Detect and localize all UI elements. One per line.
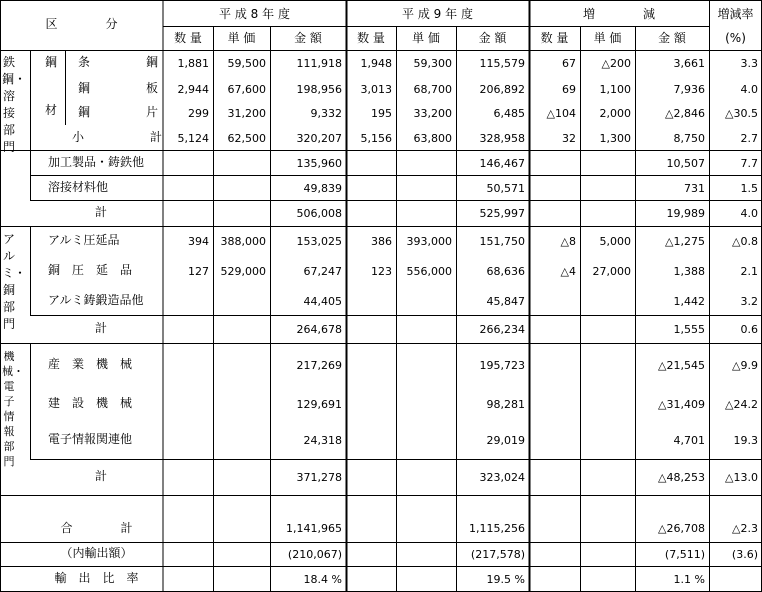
- table-cell: (217,578): [470, 548, 525, 561]
- table-cell: △26,708: [658, 522, 705, 535]
- row-label: 鋼: [146, 55, 159, 69]
- table-cell: 2.7: [740, 131, 758, 145]
- section-steel: 鉄鋼・溶接部門: [2, 55, 27, 154]
- table-cell: △21,545: [658, 358, 705, 372]
- table-cell: 1,442: [673, 294, 705, 308]
- table-cell: △31,409: [658, 397, 705, 411]
- table-cell: △8: [560, 235, 576, 248]
- table-cell: 10,507: [666, 156, 705, 170]
- table-cell: 127: [188, 265, 209, 278]
- table-cell: 153,025: [296, 235, 342, 248]
- table-cell: △104: [546, 107, 576, 120]
- table-cell: 0.6: [740, 323, 758, 336]
- table-cell: 5,156: [360, 131, 392, 145]
- table-cell: 195: [371, 107, 392, 120]
- table-cell: 68,700: [413, 82, 452, 96]
- table-cell: 19,989: [666, 207, 705, 220]
- table-cell: 320,207: [296, 131, 342, 145]
- row-label: 計: [95, 321, 108, 335]
- table-cell: 24,318: [303, 434, 342, 447]
- table-cell: 50,571: [486, 181, 525, 195]
- table-cell: 123: [371, 265, 392, 278]
- header-rate-unit: (%): [725, 31, 746, 45]
- header-year2: 平 成 9 年 度: [402, 7, 473, 21]
- row-label: 計: [95, 205, 108, 219]
- table-cell: 299: [188, 107, 209, 120]
- table-cell: 206,892: [479, 82, 525, 96]
- table-cell: 328,958: [479, 131, 525, 145]
- table-cell: 98,281: [486, 397, 525, 411]
- column-header: 数 量: [540, 31, 569, 45]
- table-cell: 129,691: [296, 397, 342, 411]
- table-cell: △13.0: [725, 471, 758, 484]
- header-year1: 平 成 8 年 度: [219, 7, 290, 21]
- table-cell: 264,678: [296, 323, 342, 336]
- table-cell: 3,013: [360, 82, 392, 96]
- row-label: 片: [146, 105, 159, 119]
- koushizai-label-b: 材: [45, 103, 58, 117]
- table-cell: 1.5: [740, 181, 758, 195]
- table-cell: (7,511): [664, 548, 705, 561]
- table-cell: 7.7: [740, 156, 758, 170]
- table-cell: 2.1: [740, 265, 758, 278]
- column-header: 単 価: [593, 31, 622, 45]
- table-cell: 1,555: [673, 323, 705, 336]
- table-cell: △200: [601, 57, 631, 70]
- table-cell: 7,936: [673, 82, 705, 96]
- table-cell: △48,253: [658, 471, 705, 484]
- row-label: 鋼: [78, 105, 91, 119]
- table-cell: 49,839: [303, 181, 342, 195]
- table-cell: △24.2: [725, 397, 758, 411]
- table-cell: 31,200: [227, 107, 266, 120]
- row-label: 産 業 機 械: [48, 356, 133, 371]
- table-cell: 525,997: [479, 207, 525, 220]
- table-cell: (210,067): [287, 548, 342, 561]
- table-cell: 529,000: [220, 265, 266, 278]
- table-cell: 32: [562, 131, 576, 145]
- table-cell: 68,636: [486, 265, 525, 278]
- table-cell: 5,000: [599, 235, 631, 248]
- table-cell: 27,000: [592, 265, 631, 278]
- column-header: 金 額: [478, 31, 507, 45]
- table-cell: 29,019: [486, 434, 525, 447]
- table-cell: 67: [562, 57, 576, 70]
- table-cell: 1,100: [599, 82, 631, 96]
- column-header: 金 額: [294, 31, 322, 45]
- table-cell: △1,275: [665, 235, 705, 248]
- table-cell: 506,008: [296, 207, 342, 220]
- column-header: 単 価: [412, 31, 440, 45]
- table-cell: 556,000: [406, 265, 452, 278]
- table-cell: 115,579: [479, 57, 525, 70]
- table-cell: 388,000: [220, 235, 266, 248]
- table-cell: 731: [684, 181, 705, 195]
- table-cell: 63,800: [413, 131, 452, 145]
- row-label: 輸 出 比 率: [54, 571, 139, 585]
- table-cell: 146,467: [479, 156, 525, 170]
- row-label: 銅 圧 延 品: [48, 263, 133, 277]
- column-header: 金 額: [658, 31, 686, 45]
- table-cell: 69: [562, 82, 576, 96]
- table-cell: 3.3: [740, 57, 758, 70]
- row-label: 建 設 機 械: [48, 395, 133, 410]
- table-cell: 18.4 %: [303, 573, 342, 586]
- table-cell: △2.3: [732, 522, 758, 535]
- table-cell: 5,124: [177, 131, 209, 145]
- header-change: 増 減: [582, 7, 655, 21]
- table-cell: 19.5 %: [486, 573, 525, 586]
- table-cell: △9.9: [732, 358, 758, 372]
- table-cell: 1.1 %: [673, 573, 705, 586]
- table-cell: 195,723: [479, 358, 525, 372]
- row-label: アルミ圧延品: [48, 233, 120, 247]
- table-cell: 44,405: [303, 294, 342, 308]
- row-label: 計: [95, 469, 108, 483]
- table-cell: 111,918: [296, 57, 342, 70]
- table-cell: 33,200: [413, 107, 452, 120]
- header-rate: 増減率: [717, 7, 754, 21]
- table-cell: 59,300: [413, 57, 452, 70]
- table-cell: 198,956: [296, 82, 342, 96]
- table-cell: 2,000: [599, 107, 631, 120]
- table-cell: 59,500: [227, 57, 266, 70]
- table-cell: 217,269: [296, 358, 342, 372]
- table-cell: 2,944: [177, 82, 209, 96]
- table-cell: 3,661: [673, 57, 705, 70]
- section-mech: 機械・電子情報部門: [2, 350, 24, 468]
- table-cell: △0.8: [732, 235, 758, 248]
- table-cell: 4.0: [740, 207, 758, 220]
- row-label: 溶接材料他: [48, 179, 109, 194]
- row-label: アルミ鋳鍛造品他: [48, 292, 144, 307]
- section-alum: アルミ・銅部門: [2, 232, 27, 331]
- table-cell: 67,247: [303, 265, 342, 278]
- row-label: 板: [146, 80, 159, 95]
- table-cell: 1,300: [599, 131, 631, 145]
- table-cell: 1,388: [673, 265, 705, 278]
- column-header: 数 量: [174, 31, 202, 45]
- table-cell: 1,115,256: [469, 522, 525, 535]
- table-cell: 62,500: [227, 131, 266, 145]
- table-cell: △30.5: [725, 107, 758, 120]
- column-header: 数 量: [357, 31, 385, 45]
- table-cell: 8,750: [673, 131, 705, 145]
- table-cell: 394: [188, 235, 209, 248]
- table-cell: 1,881: [177, 57, 209, 70]
- table-cell: △4: [560, 265, 576, 278]
- table-cell: 9,332: [310, 107, 342, 120]
- table-cell: 135,960: [296, 156, 342, 170]
- row-label: 合 計: [60, 521, 133, 535]
- row-label: 鋼: [78, 80, 91, 95]
- row-label: 条: [78, 55, 91, 69]
- table-cell: 67,600: [227, 82, 266, 96]
- table-cell: 393,000: [406, 235, 452, 248]
- table-cell: 19.3: [733, 434, 758, 447]
- row-label: 小: [72, 129, 85, 144]
- table-cell: 4.0: [740, 82, 758, 96]
- table-cell: 386: [371, 235, 392, 248]
- row-label: （内輸出額）: [60, 546, 133, 560]
- table-cell: 371,278: [296, 471, 342, 484]
- table-cell: (3.6): [731, 548, 758, 561]
- column-header: 単 価: [227, 31, 256, 45]
- row-label: 加工製品・鋳鉄他: [48, 154, 145, 169]
- koushizai-label-a: 鋼: [45, 55, 58, 69]
- row-label: 電子情報関連他: [48, 432, 133, 446]
- table-cell: 45,847: [486, 294, 525, 308]
- table-cell: 4,701: [673, 434, 705, 447]
- table-cell: 1,948: [360, 57, 392, 70]
- table-cell: 6,485: [493, 107, 525, 120]
- table-cell: 323,024: [479, 471, 525, 484]
- header-kubun: 区 分: [45, 17, 118, 31]
- table-cell: 266,234: [479, 323, 525, 336]
- row-label: 計: [150, 129, 163, 144]
- table-cell: 1,141,965: [286, 522, 342, 535]
- table-cell: △2,846: [665, 107, 705, 120]
- table-cell: 151,750: [479, 235, 525, 248]
- table-cell: 3.2: [740, 294, 758, 308]
